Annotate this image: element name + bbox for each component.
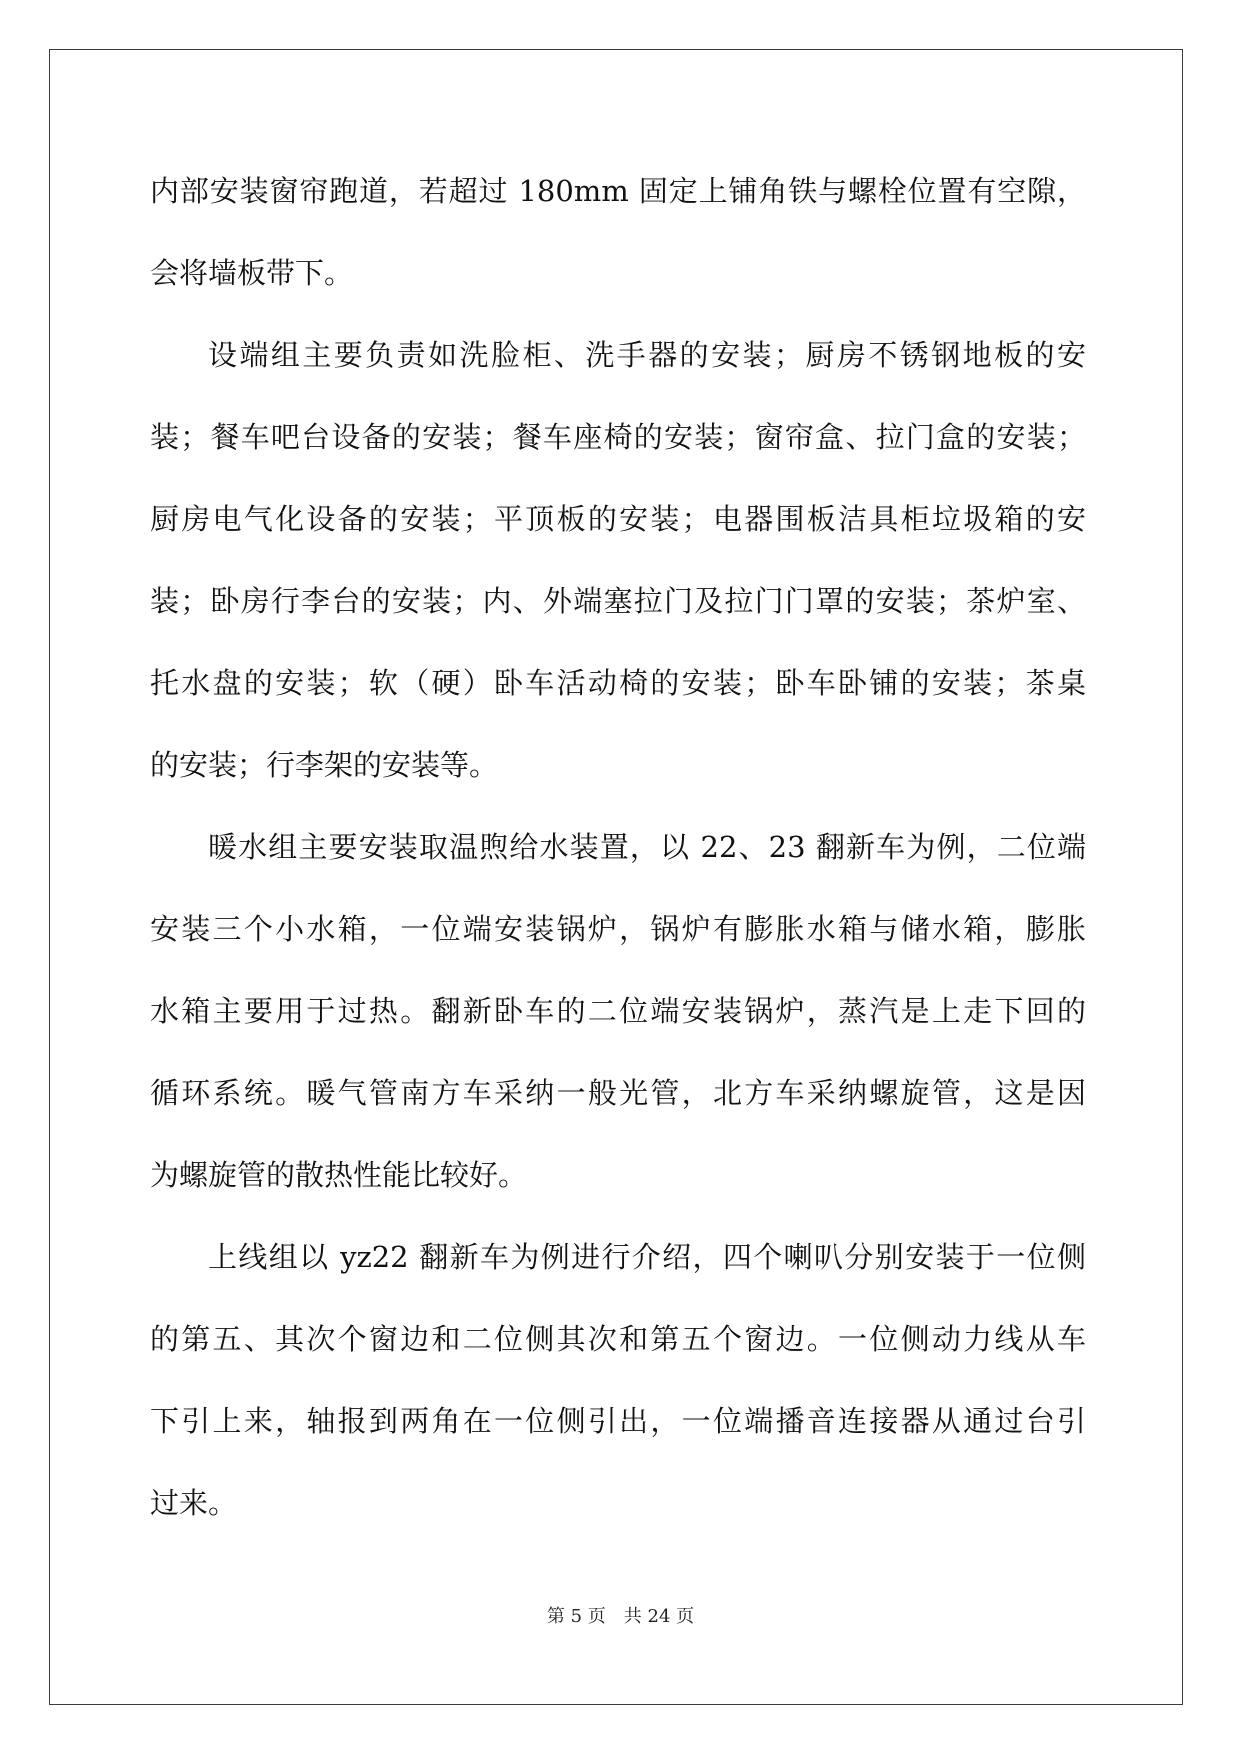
text-line: 厨房电气化设备的安装；平顶板的安装；电器围板洁具柜垃圾箱的安 [150, 502, 1086, 536]
text-line: 会将墙板带下。 [150, 256, 354, 290]
text-line: 过来。 [150, 1486, 238, 1520]
document-body [150, 150, 1086, 1544]
page-number: 第 5 页 [546, 1606, 606, 1627]
text-line: 暖水组主要安装取温煦给水装置，以 22、23 翻新车为例，二位端 [208, 830, 1086, 864]
text-line: 为螺旋管的散热性能比较好。 [150, 1158, 528, 1192]
text-line: 下引上来，轴报到两角在一位侧引出，一位端播音连接器从通过台引 [150, 1404, 1086, 1438]
text-line: 安装三个小水箱，一位端安装锅炉，锅炉有膨胀水箱与储水箱，膨胀 [150, 912, 1086, 946]
text-line: 内部安装窗帘跑道，若超过 180mm 固定上铺角铁与螺栓位置有空隙， [150, 174, 1086, 208]
text-line: 上线组以 yz22 翻新车为例进行介绍，四个喇叭分别安装于一位侧 [208, 1240, 1086, 1274]
paragraph-1 [150, 150, 1086, 314]
text-line: 循环系统。暖气管南方车采纳一般光管，北方车采纳螺旋管，这是因 [150, 1076, 1086, 1110]
text-line: 的第五、其次个窗边和二位侧其次和第五个窗边。一位侧动力线从车 [150, 1322, 1086, 1356]
paragraph-2 [150, 314, 1086, 806]
text-line: 水箱主要用于过热。翻新卧车的二位端安装锅炉，蒸汽是上走下回的 [150, 994, 1086, 1028]
text-line: 托水盘的安装；软（硬）卧车活动椅的安装；卧车卧铺的安装；茶桌 [150, 666, 1086, 700]
text-line: 设端组主要负责如洗脸柜、洗手器的安装；厨房不锈钢地板的安 [208, 338, 1086, 372]
paragraph-4 [150, 1216, 1086, 1544]
page-total: 共 24 页 [623, 1606, 695, 1627]
page-footer [0, 1605, 1241, 1629]
text-line: 装；餐车吧台设备的安装；餐车座椅的安装；窗帘盒、拉门盒的安装； [150, 420, 1086, 454]
text-line: 的安装；行李架的安装等。 [150, 748, 499, 782]
paragraph-3 [150, 806, 1086, 1216]
text-line: 装；卧房行李台的安装；内、外端塞拉门及拉门门罩的安装；茶炉室、 [150, 584, 1086, 618]
